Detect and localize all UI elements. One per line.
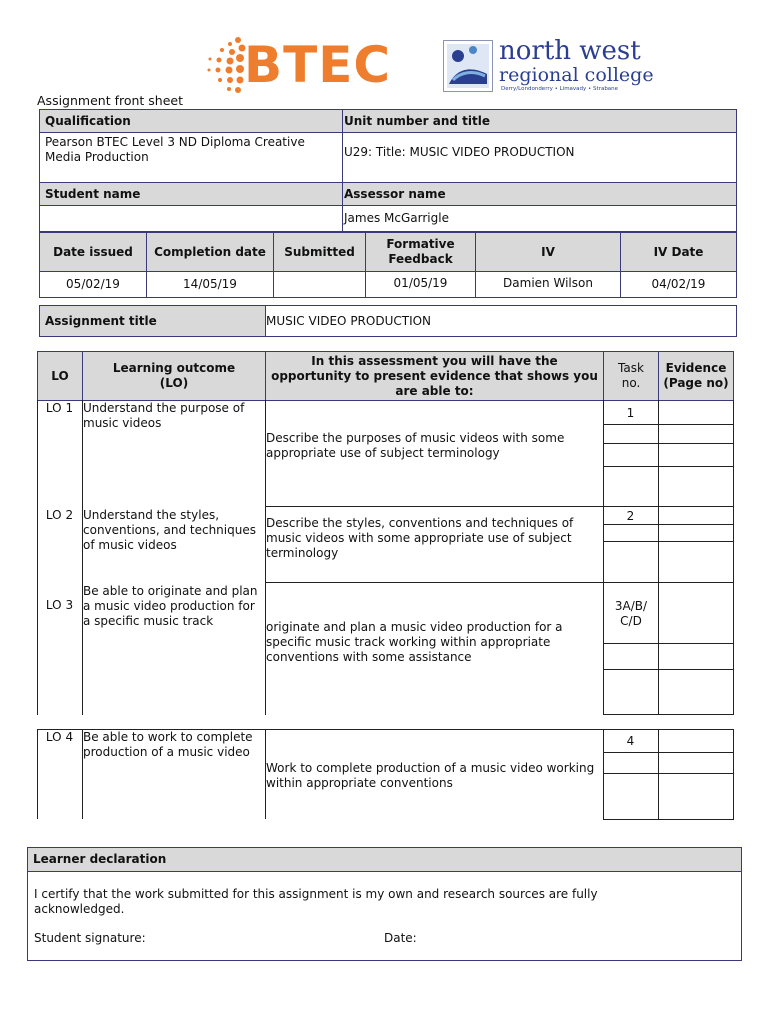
submitted-header: Submitted — [273, 232, 366, 272]
unit-value: U29: Title: MUSIC VIDEO PRODUCTION — [342, 132, 737, 183]
assignment-title-label: Assignment title — [39, 305, 266, 337]
completion-date-header: Completion date — [146, 232, 274, 272]
iv-value: Damien Wilson — [475, 271, 621, 298]
student-name-value — [39, 205, 343, 232]
btec-wordmark: BTEC — [244, 36, 392, 94]
lo2-id: LO 2 — [45, 508, 74, 522]
nwrc-name-line2: regional college — [499, 64, 654, 86]
evidence-page-header: Evidence (Page no) — [658, 351, 734, 401]
assessor-name-label: Assessor name — [342, 182, 737, 206]
lo-header: LO — [37, 351, 83, 401]
lo2-criteria: Describe the styles, conventions and techniques of music videos with some appropriate use of subject terminology — [266, 516, 574, 560]
assignment-title-value: MUSIC VIDEO PRODUCTION — [265, 305, 737, 337]
lo3-criteria: originate and plan a music video production for a specific music track working within appropriate conventions with some assistance — [266, 620, 563, 664]
btec-dots-icon — [204, 34, 248, 96]
assessor-name-value: James McGarrigle — [342, 205, 737, 232]
task-no-header: Task no. — [603, 351, 659, 401]
qualification-value: Pearson BTEC Level 3 ND Diploma Creative Media Production — [39, 132, 343, 183]
lo4-id: LO 4 — [45, 730, 74, 744]
lo1-outcome: Understand the purpose of music videos — [83, 401, 245, 430]
completion-date-value: 14/05/19 — [146, 271, 274, 298]
lo3-id: LO 3 — [45, 598, 74, 612]
lo1-task: 1 — [626, 406, 635, 420]
student-name-label: Student name — [39, 182, 343, 206]
nwrc-name-line1: north west — [499, 36, 641, 66]
lo1-id: LO 1 — [45, 401, 74, 415]
learner-declaration-box — [27, 847, 742, 961]
nwrc-subtitle: Derry/Londonderry • Limavady • Strabane — [501, 86, 619, 92]
sheet-title: Assignment front sheet — [37, 93, 183, 108]
nwrc-emblem-icon — [443, 40, 493, 92]
date-issued-header: Date issued — [39, 232, 147, 272]
lo4-criteria: Work to complete production of a music video working within appropriate conventions — [266, 761, 595, 790]
submitted-value — [273, 271, 366, 298]
iv-date-header: IV Date — [620, 232, 737, 272]
lo3-task: 3A/B/ C/D — [614, 599, 648, 628]
lo2-outcome: Understand the styles, conventions, and techniques of music videos — [83, 508, 256, 552]
lo3-outcome: Be able to originate and plan a music video production for a specific music track — [83, 584, 258, 628]
evidence-header: In this assessment you will have the opportunity to present evidence that shows you are able to: — [265, 351, 604, 401]
learner-declaration-label: Learner declaration — [28, 848, 741, 872]
iv-date-value: 04/02/19 — [620, 271, 737, 298]
lo2-task: 2 — [626, 509, 635, 523]
student-signature-label: Student signature: — [34, 931, 146, 945]
nwrc-logo — [443, 36, 654, 96]
declaration-date-label: Date: — [384, 931, 417, 945]
qualification-label: Qualification — [39, 109, 343, 133]
learning-outcome-header: Learning outcome (LO) — [82, 351, 266, 401]
btec-logo — [204, 34, 412, 96]
date-issued-value: 05/02/19 — [39, 271, 147, 298]
unit-label: Unit number and title — [342, 109, 737, 133]
lo4-outcome: Be able to work to complete production of a music video — [83, 730, 253, 759]
formative-feedback-header: Formative Feedback — [365, 232, 476, 272]
declaration-text: I certify that the work submitted for this assignment is my own and research sources are fully acknowledged. — [34, 887, 598, 916]
formative-feedback-value: 01/05/19 — [365, 271, 476, 298]
lo4-task: 4 — [626, 734, 635, 748]
iv-header: IV — [475, 232, 621, 272]
lo1-criteria: Describe the purposes of music videos with some appropriate use of subject terminology — [266, 431, 565, 460]
